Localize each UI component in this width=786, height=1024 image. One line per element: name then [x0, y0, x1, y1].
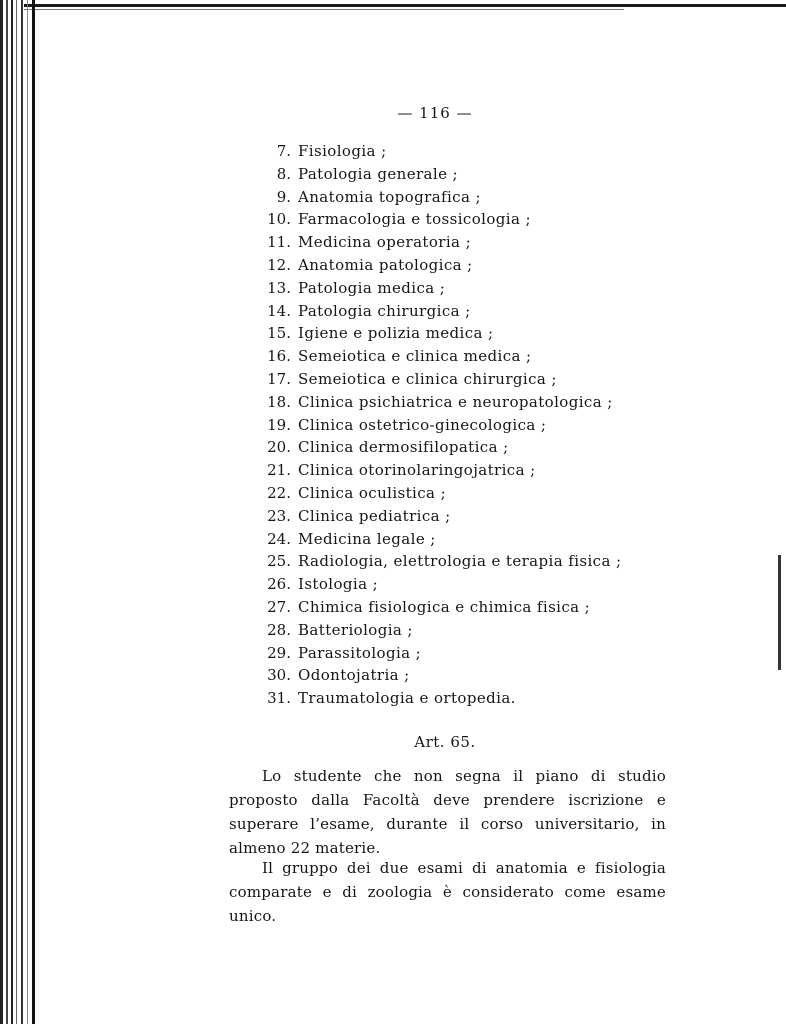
list-item-text: Medicina operatoria ; [298, 233, 472, 252]
list-item-number: 21. [267, 461, 291, 480]
list-item-number: 15. [267, 324, 291, 343]
paragraph-1: Lo studente che non segna il piano di studio proposto dalla Facoltà deve prendere iscrizione e superare l’esame, durante il corso universitario, in almeno 22 materie. [229, 767, 666, 857]
list-item-text: Patologia generale ; [298, 164, 458, 183]
list-item-number: 31. [267, 689, 291, 708]
list-item-number: 17. [267, 369, 291, 388]
list-item [246, 140, 621, 163]
list-item-text: Anatomia topografica ; [298, 187, 481, 206]
list-item-number: 14. [267, 301, 291, 320]
list-item [246, 550, 621, 573]
list-item-number: 28. [267, 620, 291, 639]
list-item [246, 505, 621, 528]
list-item [246, 642, 621, 665]
list-item-text: Patologia chirurgica ; [298, 301, 471, 320]
list-item-text: Clinica psichiatrica e neuropatologica ; [298, 392, 613, 411]
page-number: — 116 — [397, 104, 473, 122]
list-item-text: Clinica pediatrica ; [298, 506, 451, 525]
scan-right-edge-mark [778, 555, 781, 670]
list-item [246, 436, 621, 459]
list-item-text: Chimica fisiologica e chimica fisica ; [298, 597, 591, 616]
list-item-number: 22. [267, 483, 291, 502]
list-item [246, 277, 621, 300]
list-item-number: 20. [267, 438, 291, 457]
article-heading: Art. 65. [414, 733, 476, 751]
list-item-text: Igiene e polizia medica ; [298, 324, 494, 343]
list-item-number: 9. [276, 187, 291, 206]
list-item [246, 186, 621, 209]
scan-top-edge [24, 4, 786, 7]
list-item-number: 12. [267, 255, 291, 274]
list-item [246, 322, 621, 345]
list-item-number: 13. [267, 278, 291, 297]
list-item [246, 664, 621, 687]
list-item [246, 459, 621, 482]
list-item-text: Semeiotica e clinica medica ; [298, 347, 532, 366]
list-item-number: 30. [267, 666, 291, 685]
list-item-number: 18. [267, 392, 291, 411]
list-item-text: Clinica otorinolaringojatrica ; [298, 461, 536, 480]
list-item-number: 23. [267, 506, 291, 525]
list-item-number: 7. [276, 142, 291, 160]
exam-subject-list [246, 140, 621, 710]
list-item-number: 10. [267, 210, 291, 229]
list-item [246, 231, 621, 254]
list-item-number: 29. [267, 643, 291, 662]
list-item-number: 11. [267, 233, 291, 252]
list-item-text: Clinica ostetrico-ginecologica ; [298, 415, 547, 434]
list-item [246, 163, 621, 186]
scan-top-edge-line [24, 9, 624, 10]
list-item-text: Radiologia, elettrologia e terapia fisica ; [298, 552, 622, 571]
list-item [246, 254, 621, 277]
list-item-text: Clinica dermosifilopatica ; [298, 438, 509, 457]
list-item-text: Fisiologia ; [298, 142, 387, 160]
list-item [246, 368, 621, 391]
list-item-number: 27. [267, 597, 291, 616]
list-item [246, 573, 621, 596]
list-item-number: 24. [267, 529, 291, 548]
list-item [246, 687, 621, 710]
list-item [246, 345, 621, 368]
list-item [246, 208, 621, 231]
list-item-text: Patologia medica ; [298, 278, 446, 297]
list-item-text: Batteriologia ; [298, 620, 413, 639]
list-item-text: Anatomia patologica ; [298, 255, 473, 274]
list-item [246, 528, 621, 551]
list-item-text: Semeiotica e clinica chirurgica ; [298, 369, 557, 388]
paragraph-2: Il gruppo dei due esami di anatomia e fisiologia comparate e di zoologia è considerato come esame unico. [229, 859, 666, 925]
list-item-text: Istologia ; [298, 575, 379, 594]
list-item [246, 619, 621, 642]
list-item [246, 300, 621, 323]
list-item-number: 16. [267, 347, 291, 366]
list-item-text: Medicina legale ; [298, 529, 436, 548]
list-item-number: 8. [276, 164, 291, 183]
list-item-text: Clinica oculistica ; [298, 483, 447, 502]
list-item-text: Parassitologia ; [298, 643, 422, 662]
scan-left-edge [0, 0, 40, 1024]
list-item [246, 482, 621, 505]
list-item-text: Odontojatria ; [298, 666, 410, 685]
list-item-text: Traumatologia e ortopedia. [298, 689, 516, 708]
list-item [246, 391, 621, 414]
list-item-number: 25. [267, 552, 291, 571]
list-item-text: Farmacologia e tossicologia ; [298, 210, 531, 229]
list-item-number: 19. [267, 415, 291, 434]
list-item-number: 26. [267, 575, 291, 594]
list-item [246, 596, 621, 619]
list-item [246, 414, 621, 437]
